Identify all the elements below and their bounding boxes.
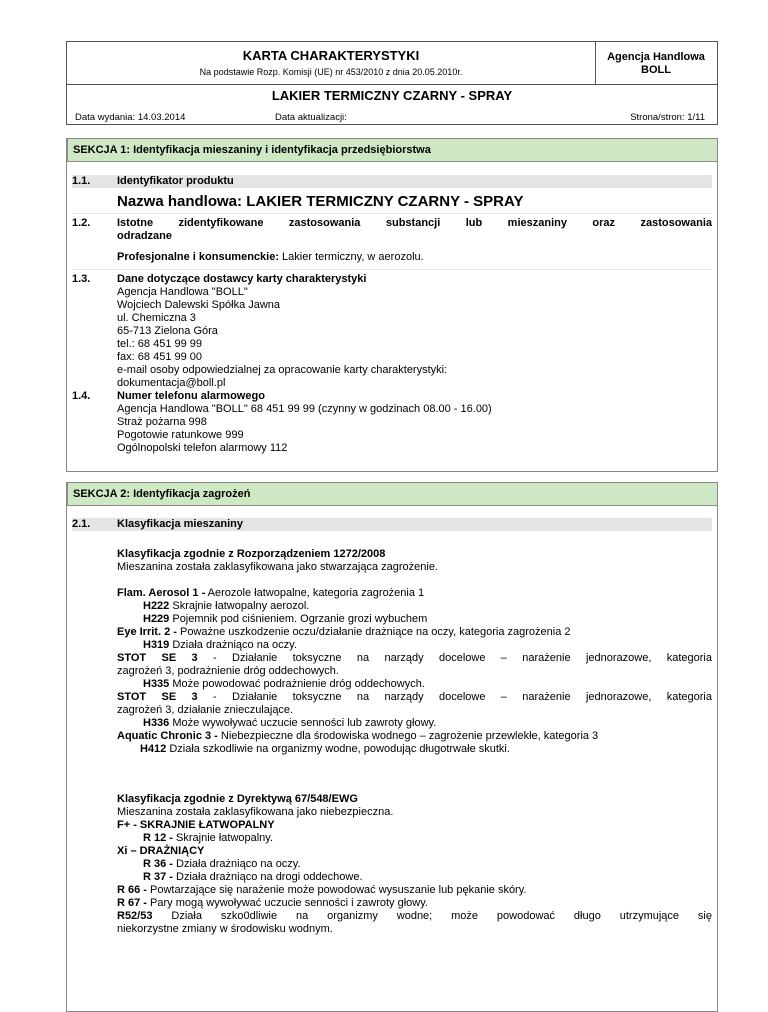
intended-use-label: Profesjonalne i konsumenckie: [117, 251, 279, 263]
risk-phrase-list [117, 819, 712, 936]
subsection-number: 1.4. [72, 390, 91, 402]
trade-name-value: LAKIER TERMICZNY CZARNY - SPRAY [246, 193, 524, 210]
risk-code: R 37 - [143, 871, 173, 883]
supplier-line: fax: 68 451 99 00 [117, 351, 203, 363]
supplier-line: tel.: 68 451 99 99 [117, 338, 203, 350]
hazard-text: Może powodować podrażnienie dróg oddechowych. [169, 678, 425, 690]
hazard-statement [117, 639, 712, 652]
hazard-text: Działa szkodliwie na organizmy wodne, powodując długotrwałe skutki. [166, 743, 510, 755]
risk-code: R 67 - [117, 897, 147, 909]
document-title: KARTA CHARAKTERYSTYKI [242, 48, 420, 63]
supplier-details [117, 273, 712, 390]
supplier-line: Agencja Handlowa "BOLL" [117, 286, 248, 298]
hazard-statement [117, 717, 712, 730]
risk-phrase [117, 910, 712, 923]
hazard-code: H222 [143, 600, 170, 612]
hazard-text: Niebezpieczne dla środowiska wodnego – zagrożenie przewlekłe, kategoria 3 [217, 730, 599, 742]
dsd-classification [117, 793, 712, 819]
trade-name-label: Nazwa handlowa: [117, 193, 243, 210]
hazard-text: - Działanie toksyczne na narządy docelowe – narażenie jednorazowe, kategoria [197, 652, 712, 664]
hazard-text: Pojemnik pod ciśnieniem. Ogrzanie grozi wybuchem [169, 613, 428, 625]
hazard-symbol: F+ - SKRAJNIE ŁATWOPALNY [117, 819, 275, 831]
subsection-label: Identyfikator produktu [117, 175, 234, 187]
subsection-2-1 [72, 518, 712, 531]
hazard-text: Skrajnie łatwopalny aerozol. [169, 600, 310, 612]
subsection-number: 2.1. [72, 518, 91, 530]
hazard-text: zagrożeń 3, podrażnienie dróg oddechowych. [117, 665, 339, 677]
risk-phrase [117, 884, 712, 897]
supplier-line: ul. Chemiczna 3 [117, 312, 196, 324]
header-divider [67, 84, 717, 85]
hazard-list [117, 587, 712, 756]
risk-phrase [117, 871, 712, 884]
section-2-title: SEKCJA 2: Identyfikacja zagrożeń [67, 482, 718, 506]
hazard-class [117, 730, 712, 743]
subsection-1-1 [72, 175, 712, 188]
hazard-text: Działa drażniąco na oczy. [169, 639, 297, 651]
hazard-class [117, 652, 712, 665]
supplier-line: 65-713 Zielona Góra [117, 325, 218, 337]
hazard-text: Może wywoływać uczucie senności lub zawroty głowy. [169, 717, 437, 729]
hazard-statement [117, 613, 712, 626]
subsection-label: Numer telefonu alarmowego [117, 390, 265, 402]
risk-phrase [117, 897, 712, 910]
divider [72, 213, 712, 214]
emergency-line: Pogotowie ratunkowe 999 [117, 429, 244, 441]
hazard-text: zagrożeń 3, działanie znieczulające. [117, 704, 294, 716]
subsection-number: 1.2. [72, 217, 91, 229]
risk-text: Działa drażniąco na oczy. [172, 858, 301, 870]
hazard-code: Flam. Aerosol 1 - [117, 587, 206, 599]
hazard-code: H335 [143, 678, 170, 690]
subsection-label: Dane dotyczące dostawcy karty charakterystyki [117, 273, 367, 285]
divider [72, 269, 712, 270]
clp-classification [117, 548, 712, 574]
hazard-code: Aquatic Chronic 3 - [117, 730, 218, 742]
risk-code: R 66 - [117, 884, 147, 896]
agency-line: Agencja Handlowa [607, 51, 705, 63]
document-header [66, 41, 718, 125]
hazard-code: Eye Irrit. 2 - [117, 626, 177, 638]
regulation-subtitle: Na podstawie Rozp. Komisji (UE) nr 453/2010 z dnia 20.05.2010r. [199, 67, 463, 77]
hazard-code: H229 [143, 613, 170, 625]
supplier-line: e-mail osoby odpowiedzialnej za opracowanie karty charakterystyki: [117, 364, 448, 376]
trade-name [117, 193, 712, 211]
hazard-text: Poważne uszkodzenie oczu/działanie drażniące na oczy, kategoria zagrożenia 2 [176, 626, 571, 638]
hazard-class [117, 626, 712, 639]
page-number: Strona/stron: 1/11 [630, 112, 705, 123]
supplier-email: dokumentacja@boll.pl [117, 377, 226, 389]
risk-phrase [117, 858, 712, 871]
update-date: Data aktualizacji: [275, 112, 347, 123]
section-1-title: SEKCJA 1: Identyfikacja mieszaniny i identyfikacja przedsiębiorstwa [67, 138, 718, 162]
clp-text: Mieszanina została zaklasyfikowana jako stwarzająca zagrożenie. [117, 561, 438, 573]
emergency-line: Agencja Handlowa "BOLL" 68 451 99 99 (czynny w godzinach 08.00 - 16.00) [117, 403, 492, 415]
hazard-code: STOT SE 3 [117, 652, 198, 664]
intended-use-value: Lakier termiczny, w aerozolu. [279, 251, 424, 263]
dsd-text: Mieszanina została zaklasyfikowana jako niebezpieczna. [117, 806, 394, 818]
hazard-symbol: Xi – DRAŻNIĄCY [117, 845, 205, 857]
agency-name [595, 51, 717, 77]
subsection-number: 1.1. [72, 175, 91, 187]
emergency-line: Ogólnopolski telefon alarmowy 112 [117, 442, 288, 454]
risk-code: R52/53 [117, 910, 153, 922]
issue-date: Data wydania: 14.03.2014 [75, 112, 186, 123]
hazard-text: - Działanie toksyczne na narządy docelowe – narażenie jednorazowe, kategoria [197, 691, 712, 703]
risk-text: Działa drażniąco na drogi oddechowe. [172, 871, 363, 883]
risk-phrase [117, 832, 712, 845]
dsd-heading: Klasyfikacja zgodnie z Dyrektywą 67/548/EWG [117, 793, 358, 805]
hazard-code: H412 [140, 743, 167, 755]
risk-text: Działa szko0dliwie na organizmy wodne; może powodować długo utrzymujące się [152, 910, 712, 922]
risk-code: R 36 - [143, 858, 173, 870]
subsection-number: 1.3. [72, 273, 91, 285]
risk-text: Pary mogą wywoływać uczucie senności i zawroty głowy. [146, 897, 428, 909]
hazard-code: STOT SE 3 [117, 691, 198, 703]
risk-code: R 12 - [143, 832, 173, 844]
hazard-text: Aerozole łatwopalne, kategoria zagrożenia 1 [205, 587, 425, 599]
label-line: odradzane [117, 230, 173, 242]
intended-use [117, 251, 712, 264]
risk-text: niekorzystne zmiany w środowisku wodnym. [117, 923, 333, 935]
hazard-code: H336 [143, 717, 170, 729]
subsection-1-2-label [117, 217, 712, 243]
risk-text: Skrajnie łatwopalny. [172, 832, 274, 844]
hazard-class [117, 587, 712, 600]
label-line: Istotne zidentyfikowane zastosowania substancji lub mieszaniny oraz zastosowania [117, 217, 712, 229]
hazard-class [117, 691, 712, 704]
hazard-code: H319 [143, 639, 170, 651]
subsection-label: Klasyfikacja mieszaniny [117, 518, 243, 530]
clp-heading: Klasyfikacja zgodnie z Rozporządzeniem 1272/2008 [117, 548, 386, 560]
supplier-line: Wojciech Dalewski Spółka Jawna [117, 299, 281, 311]
hazard-statement [117, 743, 712, 756]
agency-line: BOLL [641, 64, 671, 76]
risk-text: Powtarzające się narażenie może powodować wysuszanie lub pękanie skóry. [146, 884, 527, 896]
product-title: LAKIER TERMICZNY CZARNY - SPRAY [271, 88, 513, 103]
emergency-phones [117, 390, 712, 455]
emergency-line: Straż pożarna 998 [117, 416, 207, 428]
hazard-statement [117, 678, 712, 691]
hazard-statement [117, 600, 712, 613]
